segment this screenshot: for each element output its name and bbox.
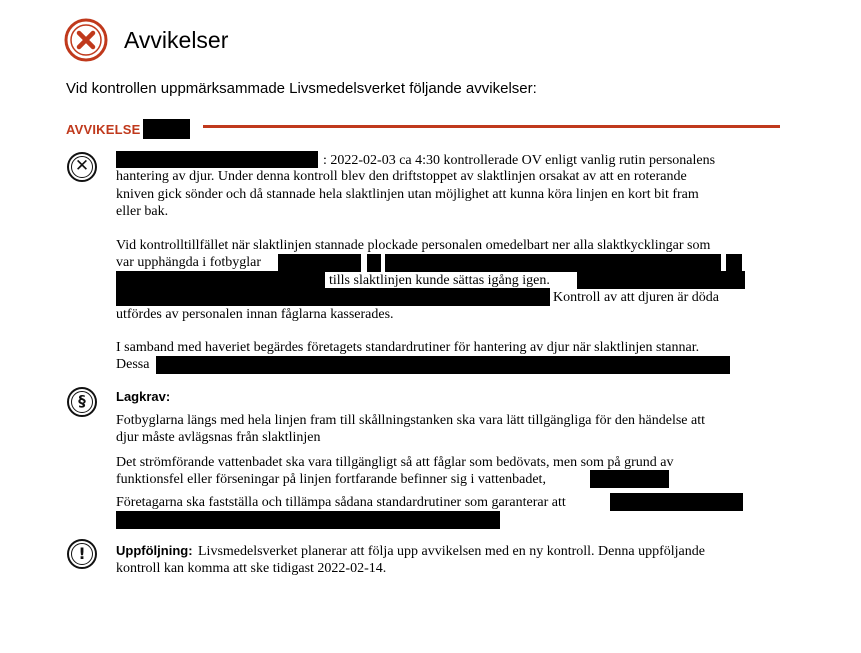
redaction-bar — [726, 254, 742, 272]
redaction-bar — [156, 356, 730, 374]
followup-label: Uppföljning: — [116, 543, 193, 558]
redaction-bar — [385, 254, 721, 272]
x-icon: ✕ — [67, 152, 97, 182]
redaction-bar — [143, 119, 190, 139]
finding-text-line: tills slaktlinjen kunde sättas igång igen. — [329, 273, 550, 288]
law-title: Lagkrav: — [116, 389, 171, 404]
redaction-bar — [116, 151, 318, 168]
finding-text-line: Vid kontrolltillfället när slaktlinjen stannade plockade personalen omedelbart ner alla slaktkycklingar som — [116, 238, 711, 253]
paragraph-icon: § — [67, 387, 97, 417]
law-text-line: funktionsfel eller förseningar på linjen fortfarande befinner sig i vattenbadet, — [116, 472, 546, 487]
exclamation-icon: ! — [67, 539, 97, 569]
redaction-bar — [116, 511, 500, 529]
finding-text-line: I samband med haveriet begärdes företagets standardrutiner för hantering av djur när slaktlinjen stannar. — [116, 340, 700, 355]
redaction-bar — [610, 493, 743, 511]
finding-text-line: hantering av djur. Under denna kontroll blev den driftstoppet av slaktlinjen orsakat av att en roterande — [116, 169, 687, 184]
finding-text-line: var upphängda i fotbyglar — [116, 255, 262, 270]
x-circle-icon — [64, 18, 108, 62]
redaction-bar — [116, 288, 550, 306]
finding-text-line: Dessa — [116, 357, 150, 372]
law-text-line: Fotbyglarna längs med hela linjen fram till skållningstanken ska vara lätt tillgängliga för den händelse att — [116, 413, 706, 428]
redaction-bar — [116, 271, 325, 289]
intro-text: Vid kontrollen uppmärksammade Livsmedelsverket följande avvikelser: — [66, 80, 537, 97]
followup-text-line: kontroll kan komma att ske tidigast 2022-02-14. — [116, 561, 387, 576]
finding-text-line: eller bak. — [116, 204, 169, 219]
redaction-bar — [577, 271, 745, 289]
law-text-line: djur måste avlägsnas från slaktlinjen — [116, 430, 321, 445]
finding-text-line: kniven gick sönder och då stannade hela slaktlinjen utan möjlighet att kunna köra linjen en kort bit fram — [116, 187, 699, 202]
section-divider — [203, 125, 780, 128]
law-text-line: Företagarna ska fastställa och tillämpa sådana standardrutiner som garanterar att — [116, 495, 566, 510]
section-label: AVVIKELSE — [66, 122, 141, 137]
page-title: Avvikelser — [124, 27, 229, 53]
finding-text-line: utfördes av personalen innan fåglarna kasserades. — [116, 307, 394, 322]
law-text-line: Det strömförande vattenbadet ska vara tillgängligt så att fåglar som bedövats, men som på grund av — [116, 455, 674, 470]
followup-text-line: Livsmedelsverket planerar att följa upp avvikelsen med en ny kontroll. Denna uppföljande — [198, 544, 705, 559]
finding-text-line: : 2022-02-03 ca 4:30 kontrollerade OV enligt vanlig rutin personalens — [323, 153, 716, 168]
redaction-bar — [367, 254, 381, 272]
redaction-bar — [278, 254, 361, 272]
finding-text-line: Kontroll av att djuren är döda — [553, 290, 720, 305]
redaction-bar — [590, 470, 669, 488]
